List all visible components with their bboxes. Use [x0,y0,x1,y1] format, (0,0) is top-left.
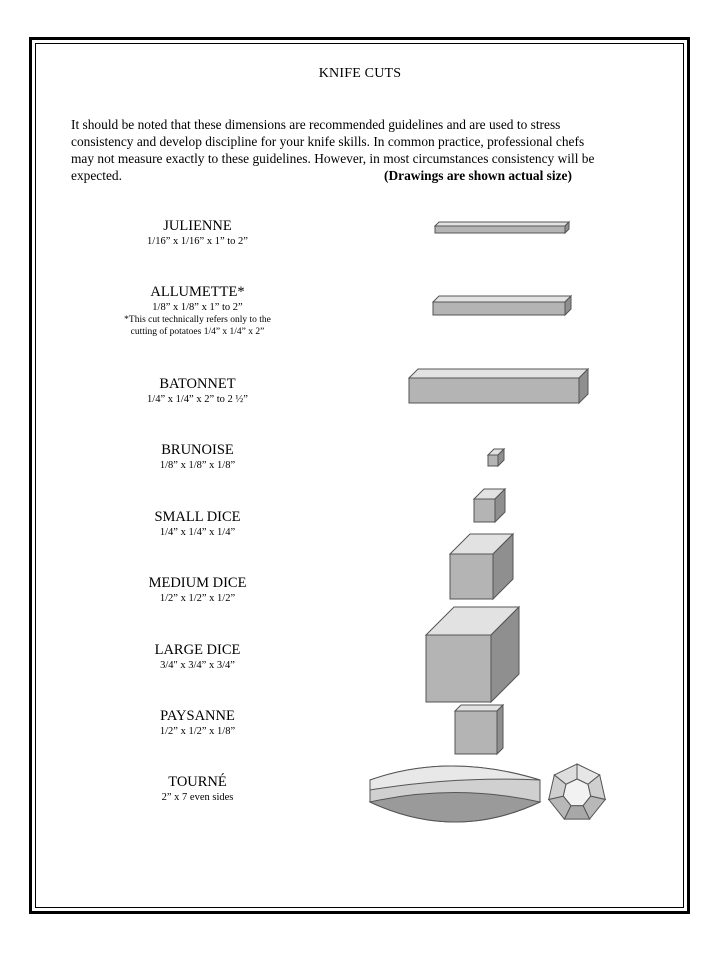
cut-dimensions: 1/16” x 1/16” x 1” to 2” [147,236,248,247]
tourne-side-bottom-face [370,793,540,823]
intro-line: may not measure exactly to these guidelines. However, in most circumstances consistency will be [71,151,595,166]
allumette-top-face [433,296,571,302]
cut-name: MEDIUM DICE [148,575,247,591]
paysanne-side-face [497,705,503,754]
cut-name: BATONNET [159,376,236,392]
cut-dimensions: 1/2” x 1/2” x 1/8” [159,726,236,737]
cut-dimensions: 1/2” x 1/2” x 1/2” [159,593,236,604]
cut-dimensions: 1/4” x 1/4” x 2” to 2 ½” [147,394,248,405]
cut-dimensions: 3/4" x 3/4” x 3/4” [160,660,235,671]
tourne-end-drawing [549,764,606,819]
batonnet-top-face [409,369,588,378]
large-dice-front-face [426,635,491,702]
cut-dimensions: 1/8” x 1/8” x 1” to 2” [152,302,243,313]
paysanne-front-face [455,711,497,754]
intro-line: It should be noted that these dimensions are recommended guidelines and are used to stress [71,117,561,132]
intro-line: consistency and develop discipline for your knife skills. In common practice, professional chefs [71,134,585,149]
julienne-top-face [435,222,569,226]
cut-name: TOURNÉ [168,774,227,790]
cut-dimensions: 1/8” x 1/8” x 1/8” [159,460,236,471]
intro-line: expected. [71,168,122,183]
cut-dimensions: 1/4” x 1/4” x 1/4” [159,527,236,538]
medium-dice-front-face [450,554,493,599]
page-title: KNIFE CUTS [318,66,402,81]
actual-size-note: (Drawings are shown actual size) [384,168,572,183]
allumette-front-face [433,302,565,315]
cut-name: PAYSANNE [160,708,235,724]
cut-name: BRUNOISE [161,442,234,458]
cut-dimensions: 2” x 7 even sides [161,792,234,803]
cut-name: SMALL DICE [154,509,241,525]
paysanne-top-face [455,705,503,711]
julienne-front-face [435,226,565,233]
cut-name: ALLUMETTE* [150,284,245,300]
batonnet-front-face [409,378,579,403]
small-dice-front-face [474,499,495,522]
cut-name: LARGE DICE [154,642,241,658]
brunoise-front-face [488,455,498,466]
cut-note: cutting of potatoes 1/4” x 1/4” x 2” [130,327,265,337]
cut-name: JULIENNE [163,218,232,234]
cut-note: *This cut technically refers only to the [124,315,271,325]
